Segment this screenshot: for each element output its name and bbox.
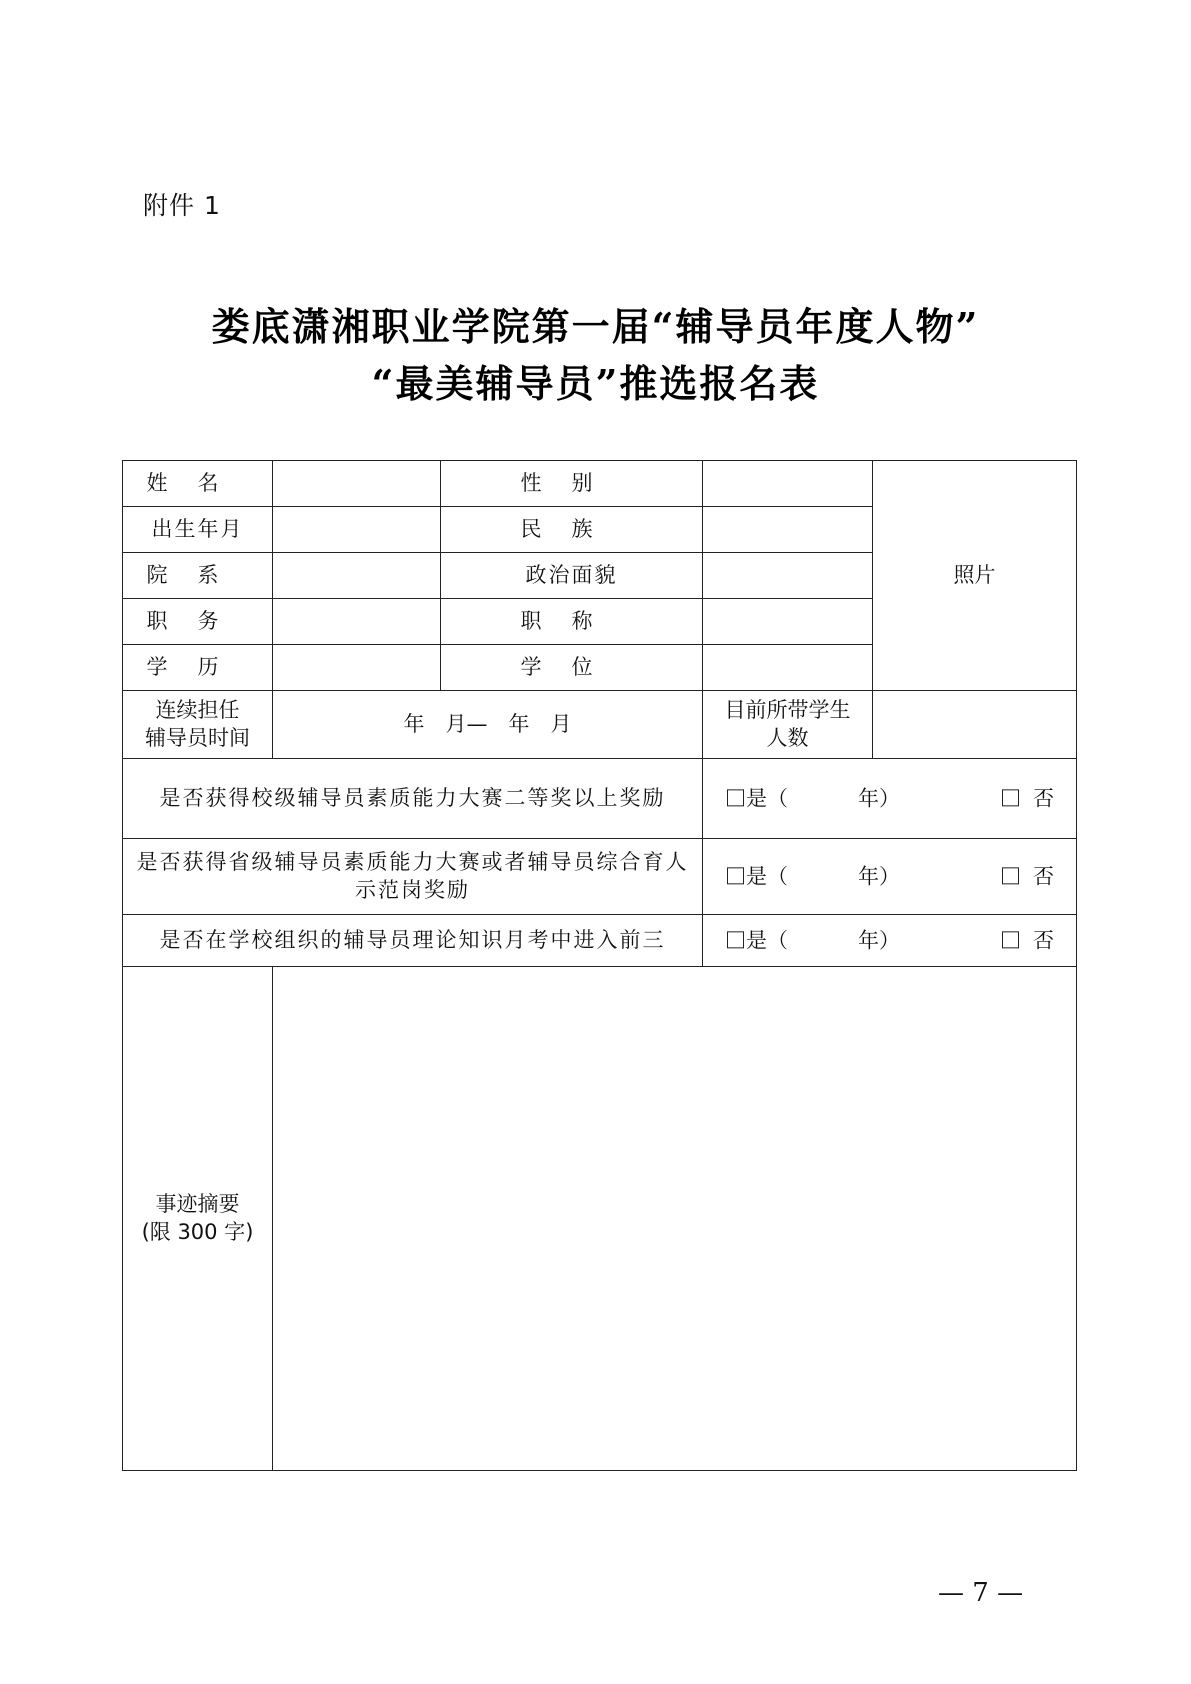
yes-label: 是（ — [746, 863, 788, 888]
ethnicity-label: 民族 — [441, 507, 703, 553]
no-label: 否 — [1033, 927, 1054, 952]
students-label-line2: 人数 — [766, 725, 809, 750]
no-label: 否 — [1033, 863, 1054, 888]
gender-label: 性别 — [441, 461, 703, 507]
position-input-cell[interactable] — [273, 599, 441, 645]
name-input-cell[interactable] — [273, 461, 441, 507]
name-label: 姓名 — [123, 461, 273, 507]
birth-input-cell[interactable] — [273, 507, 441, 553]
question-1-yes[interactable] — [727, 785, 900, 812]
attachment-label: 附件 1 — [143, 191, 221, 220]
department-label: 院系 — [123, 553, 273, 599]
checkbox-icon[interactable] — [1002, 931, 1019, 948]
checkbox-icon[interactable] — [727, 931, 744, 948]
question-2-options — [703, 839, 1077, 915]
education-label: 学历 — [123, 645, 273, 691]
degree-input-cell[interactable] — [703, 645, 873, 691]
position-label: 职务 — [123, 599, 273, 645]
yes-label: 是（ — [746, 785, 788, 810]
question-2-no[interactable] — [1002, 863, 1054, 890]
form-title-line1: 娄底潇湘职业学院第一届“辅导员年度人物” — [211, 304, 980, 349]
summary-label-line1: 事迹摘要 — [155, 1192, 240, 1217]
question-3-text: 是否在学校组织的辅导员理论知识月考中进入前三 — [123, 915, 703, 967]
degree-label: 学位 — [441, 645, 703, 691]
question-1-no[interactable] — [1002, 785, 1054, 812]
politics-label: 政治面貌 — [441, 553, 703, 599]
photo-cell[interactable]: 照片 — [873, 461, 1077, 691]
question-3-options — [703, 915, 1077, 967]
politics-input-cell[interactable] — [703, 553, 873, 599]
tenure-label-line1: 连续担任 — [155, 698, 240, 723]
students-label-line1: 目前所带学生 — [724, 698, 851, 723]
form-title-line2: “最美辅导员”推选报名表 — [371, 361, 820, 406]
gender-input-cell[interactable] — [703, 461, 873, 507]
ethnicity-input-cell[interactable] — [703, 507, 873, 553]
registration-form-table — [122, 460, 1077, 1471]
summary-input-cell[interactable] — [273, 967, 1077, 1471]
department-input-cell[interactable] — [273, 553, 441, 599]
question-2-text: 是否获得省级辅导员素质能力大赛或者辅导员综合育人示范岗奖励 — [123, 839, 703, 915]
education-input-cell[interactable] — [273, 645, 441, 691]
question-1-text: 是否获得校级辅导员素质能力大赛二等奖以上奖励 — [123, 759, 703, 839]
summary-label-line2: (限 300 字) — [141, 1219, 254, 1244]
birth-label: 出生年月 — [123, 507, 273, 553]
tenure-value[interactable]: 年 月— 年 月 — [273, 691, 703, 759]
no-label: 否 — [1033, 785, 1054, 810]
checkbox-icon[interactable] — [727, 867, 744, 884]
yes-label: 是（ — [746, 927, 788, 952]
question-3-no[interactable] — [1002, 927, 1054, 954]
checkbox-icon[interactable] — [1002, 789, 1019, 806]
title-input-cell[interactable] — [703, 599, 873, 645]
page-number: — 7 — — [938, 1578, 1024, 1608]
tenure-label — [123, 691, 273, 759]
tenure-label-line2: 辅导员时间 — [145, 725, 250, 750]
title-label: 职称 — [441, 599, 703, 645]
summary-label — [123, 967, 273, 1471]
year-label: 年） — [858, 927, 900, 952]
question-3-yes[interactable] — [727, 927, 900, 954]
question-1-options — [703, 759, 1077, 839]
students-label — [703, 691, 873, 759]
year-label: 年） — [858, 785, 900, 810]
checkbox-icon[interactable] — [727, 789, 744, 806]
question-2-yes[interactable] — [727, 863, 900, 890]
year-label: 年） — [858, 863, 900, 888]
students-input-cell[interactable] — [873, 691, 1077, 759]
checkbox-icon[interactable] — [1002, 867, 1019, 884]
